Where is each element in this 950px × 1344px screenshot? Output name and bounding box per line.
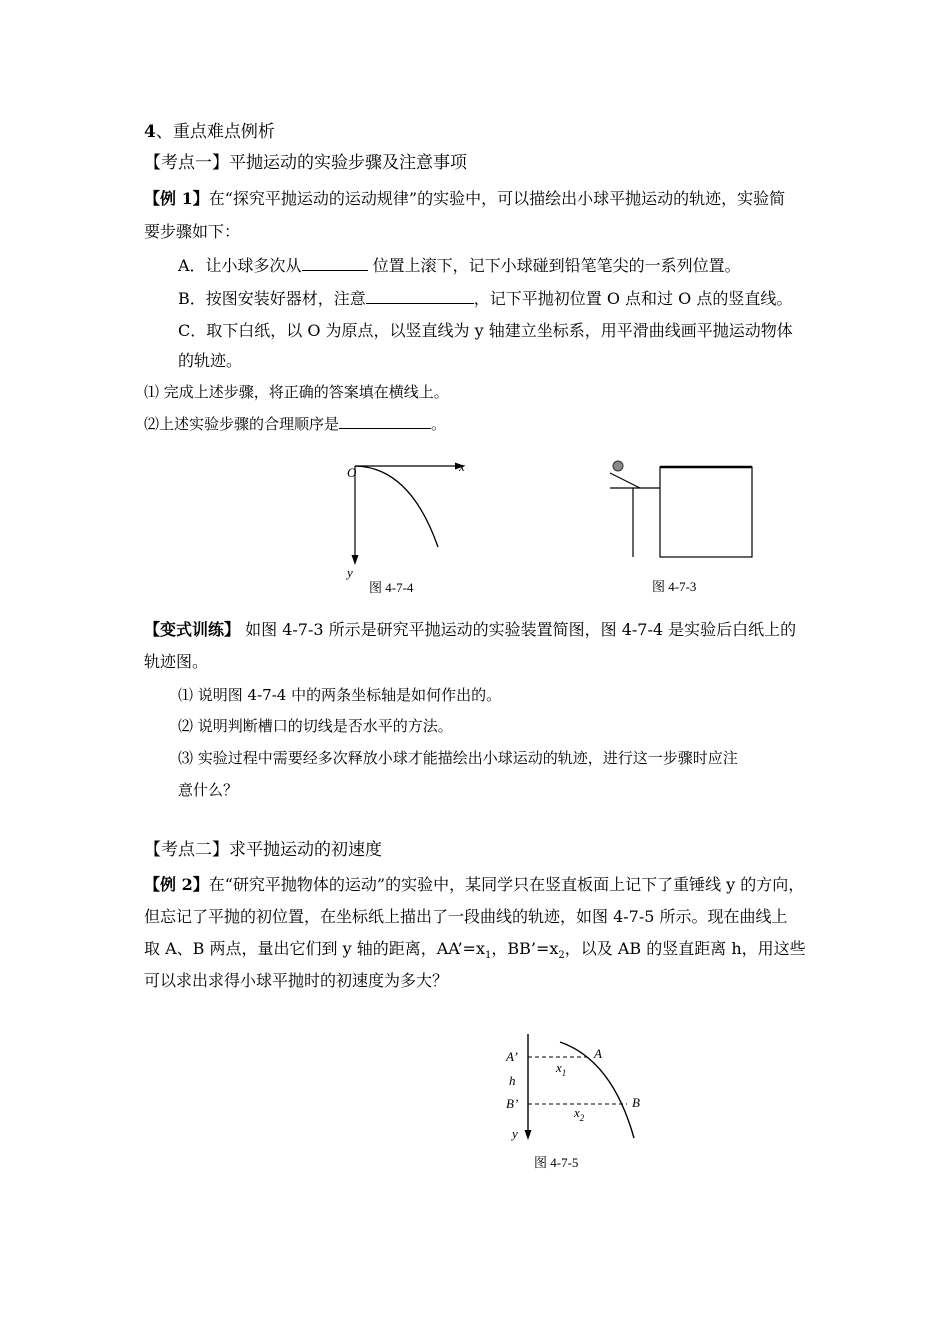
variant-question-1: ⑴ 说明图 4-7-4 中的两条坐标轴是如何作出的。 [178, 686, 502, 704]
step-a-blank [302, 254, 368, 271]
example2-line4: 可以求出求得小球平抛时的初速度为多大？ [144, 971, 449, 990]
example2-text: 在“研究平抛物体的运动”的实验中，某同学只在竖直板面上记下了重锤线 y 的方向， [208, 875, 805, 894]
section-number: 4 [144, 122, 156, 142]
section-title: 、重点难点例析 [155, 122, 275, 142]
example2-line3-c: ，以及 AB 的竖直距离 h，用这些 [564, 939, 806, 958]
figure-4-7-5-label: 图 4-7-5 [534, 1155, 579, 1170]
example1-intro-line1 [144, 188, 785, 210]
y-axis-label: y [347, 565, 353, 580]
section-heading [144, 121, 275, 143]
step-a [178, 254, 741, 277]
example2-line3-b: ，BB’=x [491, 939, 559, 958]
step-c-line1: C．取下白纸，以 O 为原点，以竖直线为 y 轴建立坐标系，用平滑曲线画平抛运动物体 [178, 321, 793, 340]
step-b-pre: B．按图安装好器材，注意 [178, 289, 366, 308]
origin-label: O [347, 465, 357, 480]
figure-4-7-5 [500, 1030, 660, 1180]
figure-4-7-4-label: 图 4-7-4 [369, 580, 414, 595]
example1-intro-line2: 要步骤如下： [144, 222, 241, 241]
x2-label: $x_2$ [574, 1105, 585, 1123]
question-2 [144, 412, 446, 435]
question-2-post: 。 [431, 415, 447, 433]
x-axis-label: x [459, 459, 465, 474]
question-1: ⑴ 完成上述步骤，将正确的答案填在横线上。 [144, 383, 449, 401]
figure-4-7-3-label: 图 4-7-3 [652, 579, 697, 594]
y-axis-arrow [352, 555, 359, 565]
example2-line1 [144, 874, 804, 896]
variant-question-2: ⑵ 说明判断槽口的切线是否水平的方法。 [178, 717, 453, 735]
step-b [178, 287, 792, 310]
x1-subscript: 1 [484, 950, 492, 962]
example1-text: 在“探究平抛运动的运动规律”的实验中，可以描绘出小球平抛运动的轨迹，实验简 [208, 189, 786, 208]
b-prime-label: B’ [506, 1096, 519, 1111]
ball-icon [613, 461, 623, 471]
question-2-blank [339, 412, 431, 429]
step-c-line2: 的轨迹。 [178, 351, 243, 370]
question-2-pre: ⑵上述实验步骤的合理顺序是 [144, 415, 340, 433]
variant-question-3-line1: ⑶ 实验过程中需要经多次释放小球才能描绘出小球运动的轨迹，进行这一步骤时应注 [178, 749, 738, 767]
point-b-label: B [632, 1095, 640, 1110]
figure-4-7-3 [600, 455, 760, 600]
example2-line3 [144, 938, 806, 967]
a-prime-label: A’ [506, 1049, 518, 1064]
example2-line3-a: 取 A、B 两点，量出它们到 y 轴的距离，AA’=x [144, 939, 485, 958]
drawing-board [660, 467, 752, 557]
point-a-label: A [594, 1046, 602, 1061]
figure-4-7-4 [340, 455, 480, 600]
variant-question-3-line2: 意什么？ [178, 781, 239, 799]
step-a-pre: A．让小球多次从 [178, 256, 302, 275]
x2-subscript: 2 [558, 950, 565, 962]
step-b-post: ，记下平抛初位置 O 点和过 O 点的竖直线。 [473, 289, 793, 308]
topic2-heading: 【考点二】求平抛运动的初速度 [144, 840, 382, 860]
y-axis-arrow [525, 1130, 532, 1140]
step-b-blank [366, 287, 474, 304]
example2-tag: 【例 2】 [144, 875, 209, 894]
topic1-heading: 【考点一】平抛运动的实验步骤及注意事项 [144, 153, 467, 173]
trajectory-curve [355, 466, 438, 547]
x1-label: $x_1$ [556, 1060, 567, 1078]
h-label: h [509, 1073, 516, 1088]
variant-tag: 【变式训练】 [144, 620, 241, 639]
variant-text: 如图 4-7-3 所示是研究平抛运动的实验装置简图，图 4-7-4 是实验后白纸上的 [240, 620, 797, 639]
y-label: y [512, 1126, 518, 1141]
chute-ramp [610, 473, 640, 488]
example1-tag: 【例 1】 [144, 189, 209, 208]
step-a-post: 位置上滚下，记下小球碰到铅笔笔尖的一系列位置。 [367, 256, 741, 275]
variant-line1 [144, 619, 796, 641]
example2-line2: 但忘记了平抛的初位置，在坐标纸上描出了一段曲线的轨迹，如图 4-7-5 所示。现在曲线上 [144, 907, 788, 926]
variant-line2: 轨迹图。 [144, 652, 209, 671]
